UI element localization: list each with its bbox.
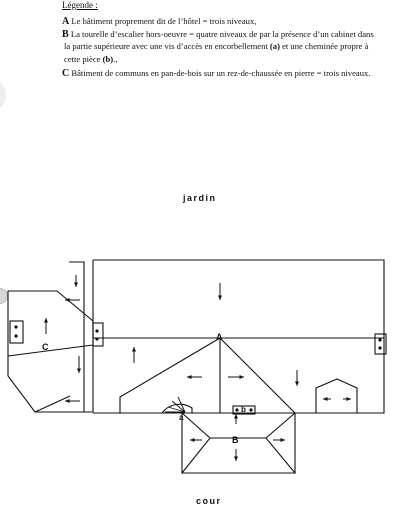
dormer [316, 379, 357, 413]
chimney-flue [249, 408, 252, 411]
legend-text-b-part: et une cheminée propre à [279, 41, 369, 51]
west-wing [69, 262, 93, 412]
legend-text-b-part: ., [113, 54, 118, 64]
courtyard-label: cour [196, 496, 222, 506]
legend-text-b-part: la partie supérieure avec une vis d’accès en encorbellement [64, 41, 270, 51]
legend-text-b-part: cette pièce [64, 54, 103, 64]
outbuilding-c-outline [8, 291, 93, 412]
label-b-chimney: b [241, 405, 246, 414]
tower-b-hip [266, 413, 295, 438]
hip-left [120, 338, 220, 413]
label-c-outbuilding: C [42, 342, 49, 352]
legend-text-c: Bâtiment de communs en pan-de-bois sur un rez-de-chaussée en pierre = trois niveaux. [69, 68, 371, 78]
chimney [10, 321, 23, 343]
outbuilding-c-hip [35, 396, 70, 412]
tower-b-hip [182, 413, 210, 438]
chimney-flue [235, 408, 238, 411]
label-a-stair: a [179, 413, 184, 422]
main-building-a-outline [93, 260, 384, 413]
chimney-flue [95, 337, 98, 340]
garden-label: jardin [183, 193, 217, 203]
label-b-tower: B [232, 435, 239, 445]
chimney [93, 323, 103, 346]
legend-text-a: Le bâtiment proprement dit de l’hôtel = trois niveaux, [69, 16, 257, 26]
tower-b-roof [182, 438, 295, 473]
label-a-main: A [216, 332, 223, 342]
legend-ref-a: (a) [269, 41, 280, 51]
chimney-flue [378, 346, 381, 349]
legend-text-b: La tourelle d’escalier hors-oeuvre = quatre niveaux de par la présence d’un cabinet dans [68, 29, 374, 39]
outbuilding-c-ridge [8, 345, 93, 356]
legend-title: Légende : [62, 0, 98, 10]
legend-key-a: A [62, 16, 70, 27]
chimney-flue [95, 329, 98, 332]
chimney-flue [378, 338, 381, 341]
hip-right [220, 338, 295, 413]
tower-b-outline [182, 413, 295, 473]
legend-ref-b: (b) [102, 54, 114, 64]
chimney-flue [14, 325, 17, 328]
legend-key-c: C [62, 68, 70, 79]
legend-key-b: B [62, 29, 69, 40]
chimney-flue [14, 334, 17, 337]
